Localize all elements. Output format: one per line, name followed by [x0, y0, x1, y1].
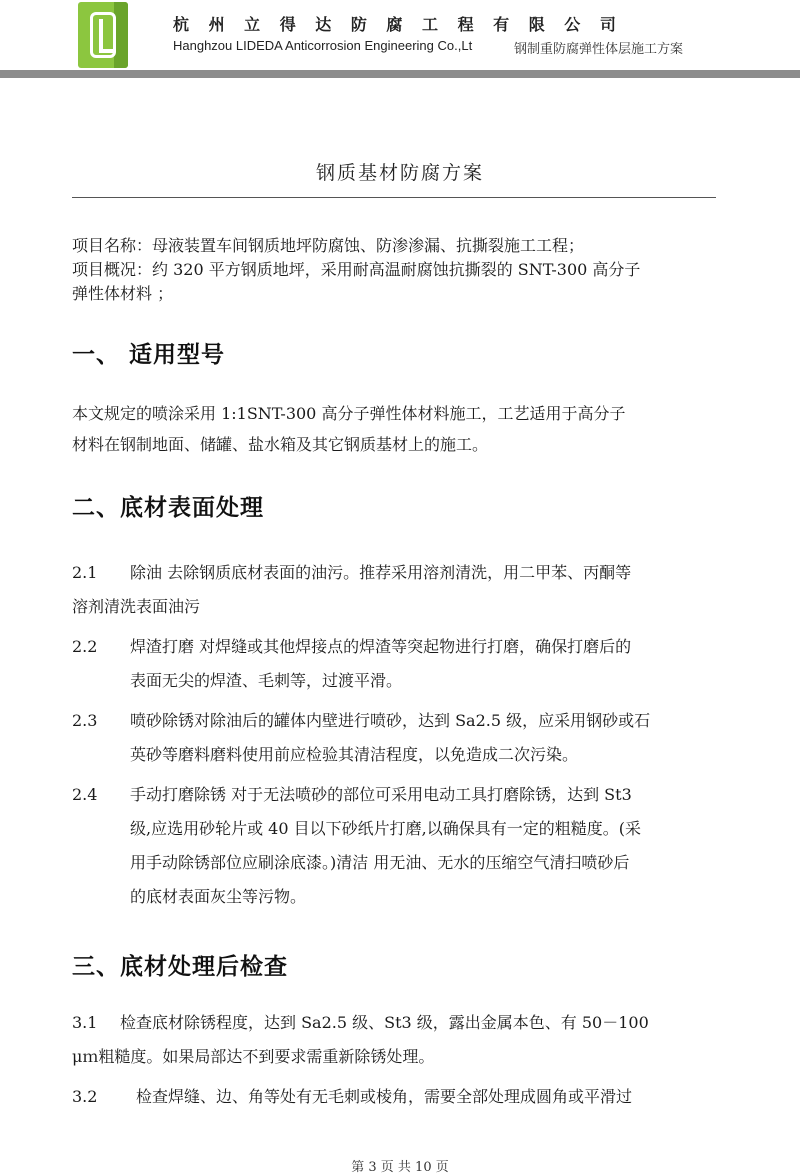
body-line: 本文规定的喷涂采用 1:1SNT-300 高分子弹性体材料施工，工艺适用于高分子 [72, 404, 626, 423]
item-text-cont: 英砂等磨料磨料使用前应检验其清洁程度，以免造成二次污染。 [130, 745, 579, 764]
item-number: 3.1 [72, 1013, 98, 1032]
item-text-cont: 用手动除锈部位应刷涂底漆。)清洁 用无油、无水的压缩空气清扫喷砂后 [130, 853, 630, 872]
item-number: 2.2 [72, 637, 98, 656]
list-item-3-2 [72, 1080, 720, 1114]
header-divider [0, 70, 800, 78]
item-text-cont: 溶剂清洗表面油污 [72, 597, 201, 616]
title-underline [72, 197, 716, 198]
lideda-logo-icon [78, 2, 128, 68]
section-heading-1: 一、 适用型号 [72, 342, 226, 368]
project-overview-line-cont: 弹性体材料 ； [72, 284, 174, 303]
item-number: 2.3 [72, 711, 98, 730]
list-item-2-3 [72, 704, 720, 772]
project-name-line: 项目名称：母液装置车间钢质地坪防腐蚀、防渗渗漏、抗撕裂施工工程； [72, 236, 585, 255]
item-text-cont: 表面无尖的焊渣、毛刺等，过渡平滑。 [130, 671, 403, 690]
item-text: 焊渣打磨 对焊缝或其他焊接点的焊渣等突起物进行打磨，确保打磨后的 [130, 637, 632, 656]
body-line: 材料在钢制地面、储罐、盐水箱及其它钢质基材上的施工。 [72, 435, 489, 454]
item-text-cont: μｍ粗糙度。如果局部达不到要求需重新除锈处理。 [72, 1047, 435, 1066]
company-name-cn: 杭 州 立 得 达 防 腐 工 程 有 限 公 司 [173, 15, 623, 34]
item-text: 喷砂除锈对除油后的罐体内壁进行喷砂，达到 Sa2.5 级，应采用钢砂或石 [130, 711, 651, 730]
page-title: 钢质基材防腐方案 [315, 162, 484, 184]
item-text: 手动打磨除锈 对于无法喷砂的部位可采用电动工具打磨除锈，达到 St3 [130, 785, 632, 804]
list-item-2-2 [72, 630, 720, 698]
list-item-2-4 [72, 778, 720, 914]
item-text-cont: 级,应选用砂轮片或 40 目以下砂纸片打磨,以确保具有一定的粗糙度。(采 [130, 819, 641, 838]
item-number: 2.4 [72, 785, 98, 804]
page-header [0, 0, 800, 82]
page-number-footer: 第 3 页 共 10 页 [351, 1160, 449, 1175]
list-item-3-1 [72, 1006, 720, 1074]
company-name-en: Hanghzou LIDEDA Anticorrosion Engineering Co.,Lt [173, 38, 473, 53]
document-subtitle: 钢制重防腐弹性体层施工方案 [514, 42, 684, 57]
item-text: 检查焊缝、边、角等处有无毛刺或棱角，需要全部处理成圆角或平滑过 [136, 1087, 633, 1106]
section-heading-2: 二、底材表面处理 [72, 495, 264, 521]
item-text: 除油 去除钢质底材表面的油污。推荐采用溶剂清洗，用二甲苯、丙酮等 [130, 563, 632, 582]
list-item-2-1 [72, 556, 720, 624]
section-heading-3: 三、底材处理后检查 [72, 954, 288, 980]
project-info [72, 234, 720, 306]
item-number: 2.1 [72, 563, 98, 582]
item-number: 3.2 [72, 1087, 98, 1106]
item-text-cont: 的底材表面灰尘等污物。 [130, 887, 307, 906]
section-1-body [72, 398, 720, 460]
project-overview-line: 项目概况：约 320 平方钢质地坪，采用耐高温耐腐蚀抗撕裂的 SNT-300 高分子 [72, 260, 641, 279]
item-text: 检查底材除锈程度，达到 Sa2.5 级、St3 级，露出金属本色、有 50－100 [120, 1013, 649, 1032]
